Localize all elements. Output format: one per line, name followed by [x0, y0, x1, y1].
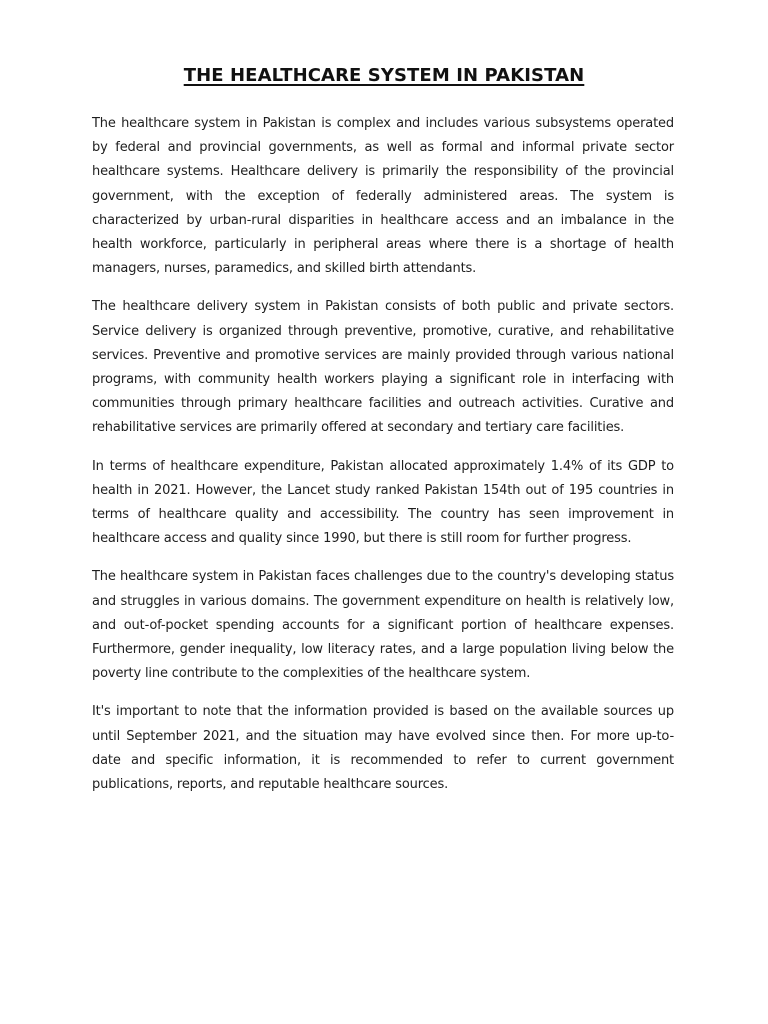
paragraph-challenges: The healthcare system in Pakistan faces challenges due to the country's developing status and struggles in various domains. The government expenditure on health is relatively low, and out-of-pocket spending accounts for a significant portion of healthcare expenses. Furthermore, gender inequality, low literacy rates, and a large population living below the poverty line contribute to the complexities of the healthcare system.: [92, 569, 674, 682]
paragraph-delivery-system: The healthcare delivery system in Pakistan consists of both public and private sectors. Service delivery is organized through preventive, promotive, curative, and rehabilitative services. Preventive and promotive services are mainly provided through various national programs, with community health workers playing a significant role in interfacing with communities through primary healthcare facilities and outreach activities. Curative and rehabilitative services are primarily offered at secondary and tertiary care facilities.: [92, 299, 674, 436]
document-body: [92, 112, 674, 811]
paragraph-overview: The healthcare system in Pakistan is complex and includes various subsystems operated by federal and provincial governments, as well as formal and informal private sector healthcare systems. Healthcare delivery is primarily the responsibility of the provincial government, with the exception of federally administered areas. The system is characterized by urban-rural disparities in healthcare access and an imbalance in the health workforce, particularly in peripheral areas where there is a shortage of health managers, nurses, paramedics, and skilled birth attendants.: [92, 116, 674, 277]
paragraph-disclaimer: It's important to note that the information provided is based on the available sources up until September 2021, and the situation may have evolved since then. For more up-to-date and specific information, it is recommended to refer to current government publications, reports, and reputable healthcare sources.: [92, 704, 674, 793]
document-title: THE HEALTHCARE SYSTEM IN PAKISTAN: [183, 65, 585, 86]
paragraph-expenditure: In terms of healthcare expenditure, Pakistan allocated approximately 1.4% of its GDP to health in 2021. However, the Lancet study ranked Pakistan 154th out of 195 countries in terms of healthcare quality and accessibility. The country has seen improvement in healthcare access and quality since 1990, but there is still room for further progress.: [92, 458, 674, 547]
